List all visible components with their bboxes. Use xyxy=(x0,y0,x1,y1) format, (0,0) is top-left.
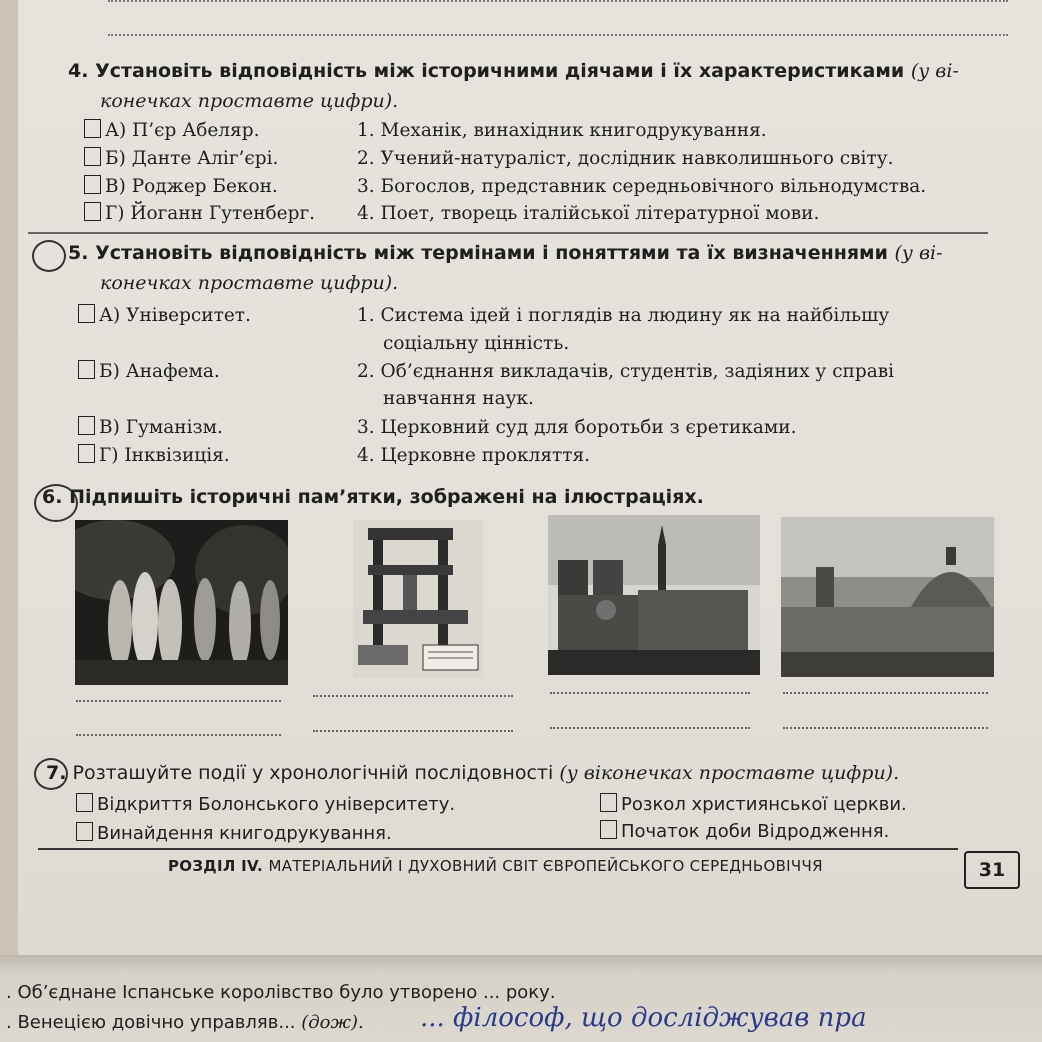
illustration-cathedral xyxy=(548,515,760,675)
answer-dotted-line[interactable] xyxy=(313,730,513,732)
question-prompt: Розташуйте події у хронологічній послідовності xyxy=(72,762,554,784)
next-page-line: . Венецією довічно управляв... (дож). xyxy=(6,1012,364,1033)
answer-checkbox[interactable] xyxy=(600,793,617,812)
answer-dotted-line[interactable] xyxy=(76,700,281,702)
match-left-b: Б) Анафема. xyxy=(78,358,220,386)
page-number: 31 xyxy=(964,851,1020,889)
question-7 xyxy=(46,758,996,788)
divider xyxy=(28,232,988,234)
match-left-a: А) П’єр Абеляр. xyxy=(84,117,259,145)
question-prompt: Підпишіть історичні пам’ятки, зображені на ілюстраціях. xyxy=(69,486,704,508)
event-item: Відкриття Болонського університету. xyxy=(76,791,455,819)
answer-checkbox[interactable] xyxy=(78,444,95,463)
answer-dotted-line[interactable] xyxy=(783,692,988,694)
answer-checkbox[interactable] xyxy=(600,820,617,839)
answer-checkbox[interactable] xyxy=(84,119,101,138)
match-right-4: 4. Церковне прокляття. xyxy=(357,445,591,466)
answer-checkbox[interactable] xyxy=(78,304,95,323)
match-right-1-cont: соціальну цінність. xyxy=(383,333,570,354)
answer-checkbox[interactable] xyxy=(84,202,101,221)
answer-checkbox[interactable] xyxy=(84,175,101,194)
question-number: 7. xyxy=(46,762,67,784)
event-item: Винайдення книгодрукування. xyxy=(76,820,392,848)
handwritten-answer: ... філософ, що досліджував пра xyxy=(420,1003,867,1033)
answer-dotted-line[interactable] xyxy=(783,727,988,729)
workbook-page xyxy=(18,0,1042,955)
answer-dotted-line[interactable] xyxy=(313,695,513,697)
pen-circle-mark xyxy=(32,240,66,272)
event-item: Розкол християнської церкви. xyxy=(600,791,907,819)
question-prompt: Установіть відповідність між історичними діячами і їх характеристиками xyxy=(95,60,905,82)
event-item: Початок доби Відродження. xyxy=(600,818,889,846)
question-hint-cont: конечках проставте цифри). xyxy=(100,272,399,294)
match-right-2: 2. Об’єднання викладачів, студентів, задіяних у справі xyxy=(357,361,895,382)
answer-dotted-line[interactable] xyxy=(550,692,750,694)
match-right-1: 1. Система ідей і поглядів на людину як на найбільшу xyxy=(357,305,890,326)
illustration-painting xyxy=(75,520,288,685)
footer-rule xyxy=(38,848,958,850)
next-page-line: . Об’єднане Іспанське королівство було утворено ... року. xyxy=(6,982,556,1003)
question-hint: (у віконечках проставте цифри). xyxy=(559,762,900,784)
match-left-a: А) Університет. xyxy=(78,302,251,330)
answer-dotted-line xyxy=(108,34,1008,36)
answer-checkbox[interactable] xyxy=(78,360,95,379)
match-left-c: В) Роджер Бекон. xyxy=(84,173,278,201)
illustration-printing-press xyxy=(353,520,483,678)
question-6 xyxy=(42,482,992,512)
footer-section-title: РОЗДІЛ IV. МАТЕРІАЛЬНИЙ І ДУХОВНИЙ СВІТ ЄВРОПЕЙСЬКОГО СЕРЕДНЬОВІЧЧЯ xyxy=(168,857,823,875)
match-right-1: 1. Механік, винахідник книгодрукування. xyxy=(357,120,767,141)
match-right-2: 2. Учений-натураліст, дослідник навколишнього світу. xyxy=(357,148,894,169)
answer-checkbox[interactable] xyxy=(76,793,93,812)
answer-checkbox[interactable] xyxy=(76,822,93,841)
question-prompt: Установіть відповідність між термінами і поняттями та їх визначеннями xyxy=(95,242,888,264)
question-hint: (у ві- xyxy=(910,60,959,82)
answer-dotted-line[interactable] xyxy=(76,734,281,736)
question-hint: (у ві- xyxy=(894,242,943,264)
answer-checkbox[interactable] xyxy=(78,416,95,435)
answer-dotted-line xyxy=(108,0,1008,2)
question-number: 6. xyxy=(42,486,63,508)
next-page-strip xyxy=(0,955,1042,1042)
question-number: 4. xyxy=(68,60,89,82)
question-hint-cont: конечках проставте цифри). xyxy=(100,90,399,112)
match-right-2-cont: навчання наук. xyxy=(383,388,534,409)
illustration-dome xyxy=(781,517,994,677)
match-right-4: 4. Поет, творець італійської літературної мови. xyxy=(357,203,820,224)
match-left-b: Б) Данте Аліг’єрі. xyxy=(84,145,278,173)
match-right-3: 3. Богослов, представник середньовічного вільнодумства. xyxy=(357,176,927,197)
question-number: 5. xyxy=(68,242,89,264)
answer-checkbox[interactable] xyxy=(84,147,101,166)
match-left-d: Г) Йоганн Гутенберг. xyxy=(84,200,315,228)
answer-dotted-line[interactable] xyxy=(550,727,750,729)
match-left-d: Г) Інквізиція. xyxy=(78,442,230,470)
match-left-c: В) Гуманізм. xyxy=(78,414,223,442)
match-right-3: 3. Церковний суд для боротьби з єретиками. xyxy=(357,417,797,438)
